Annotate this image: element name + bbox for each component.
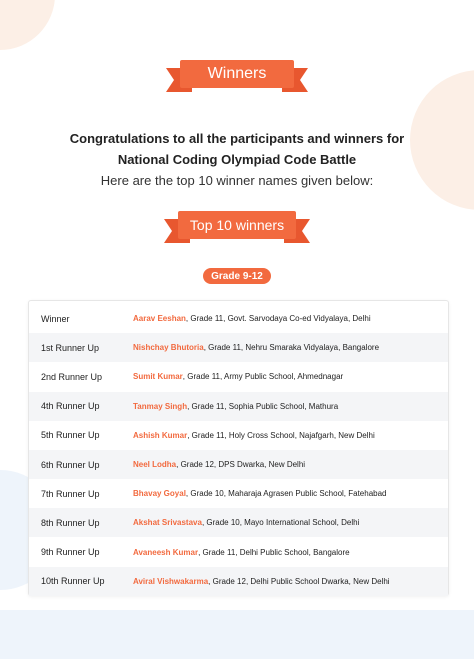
winner-school: , Grade 11, Sophia Public School, Mathura (187, 401, 339, 411)
winner-details (133, 460, 305, 469)
winner-position: 9th Runner Up (41, 547, 100, 558)
winner-school: , Grade 12, Delhi Public School Dwarka, New Delhi (208, 576, 390, 586)
winner-school: , Grade 11, Holy Cross School, Najafgarh, New Delhi (187, 430, 375, 440)
winner-position: 7th Runner Up (41, 488, 100, 499)
table-row (29, 538, 448, 567)
winner-school: , Grade 12, DPS Dwarka, New Delhi (176, 460, 306, 469)
winner-position: Winner (41, 313, 70, 324)
winner-name: Sumit Kumar (133, 372, 183, 382)
winner-details (133, 372, 343, 381)
winner-name: Aarav Eeshan (133, 314, 186, 323)
winners-ribbon (166, 60, 308, 92)
winner-name: Neel Lodha (133, 460, 177, 469)
winner-school: , Grade 11, Delhi Public School, Bangalore (198, 547, 350, 557)
page-title: Winners (180, 60, 294, 88)
winner-school: , Grade 11, Nehru Smaraka Vidyalaya, Bangalore (203, 343, 380, 353)
winner-school: , Grade 11, Army Public School, Ahmednagar (182, 372, 344, 382)
table-row (29, 333, 448, 362)
winner-school: , Grade 11, Govt. Sarvodaya Co-ed Vidyalaya, Delhi (185, 314, 371, 323)
winner-position: 6th Runner Up (41, 459, 100, 470)
decorative-bottom-band (0, 610, 474, 659)
winner-name: Tanmay Singh (133, 401, 188, 411)
table-row (29, 421, 448, 450)
table-row (29, 392, 448, 421)
winner-position: 2nd Runner Up (41, 371, 103, 382)
winner-details (133, 518, 359, 527)
winner-details (133, 402, 338, 411)
decorative-circle-top-left (0, 0, 55, 50)
top-winners-ribbon (164, 211, 310, 243)
subtitle: Here are the top 10 winner names given below: (100, 173, 374, 188)
grade-badge: Grade 9-12 (203, 268, 271, 284)
winner-details (133, 314, 371, 323)
winner-position: 10th Runner Up (41, 576, 105, 587)
section-title: Top 10 winners (178, 211, 296, 239)
winner-position: 1st Runner Up (41, 342, 100, 353)
winner-name: Nishchay Bhutoria (133, 343, 204, 353)
table-row (29, 362, 448, 391)
winner-position: 5th Runner Up (41, 430, 100, 441)
table-row (29, 508, 448, 537)
winner-details (133, 431, 375, 440)
congrats-line-2: National Coding Olympiad Code Battle (117, 152, 357, 167)
winner-details (133, 548, 350, 557)
table-row (29, 479, 448, 508)
winner-details (133, 343, 379, 352)
winner-name: Avaneesh Kumar (133, 547, 199, 557)
table-row (29, 567, 448, 596)
table-row (29, 304, 448, 333)
winner-position: 4th Runner Up (41, 401, 100, 412)
winner-details (133, 489, 387, 498)
winners-table (28, 300, 449, 596)
winner-name: Aviral Vishwakarma (133, 576, 209, 586)
table-row (29, 450, 448, 479)
congratulations-message (0, 128, 474, 170)
winner-name: Ashish Kumar (133, 430, 188, 440)
winner-school: , Grade 10, Mayo International School, Delhi (201, 518, 360, 528)
congrats-line-1: Congratulations to all the participants and winners for (69, 131, 405, 146)
winner-name: Bhavay Goyal (133, 489, 186, 499)
winner-name: Akshat Srivastava (133, 518, 202, 528)
winner-details (133, 577, 390, 586)
winner-school: , Grade 10, Maharaja Agrasen Public School, Fatehabad (185, 489, 387, 499)
winner-position: 8th Runner Up (41, 517, 100, 528)
